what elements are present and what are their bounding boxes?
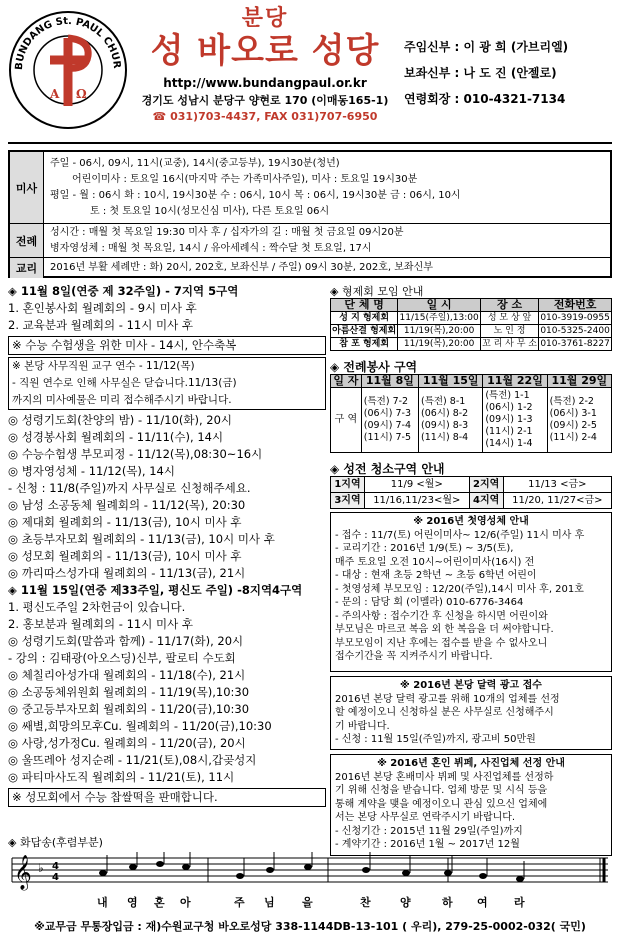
announcement-line: ◎ 파티마사도직 월례회의 - 11/21(토), 11시 xyxy=(8,770,235,784)
announcement-line: 2. 교육분과 월례회의 - 11시 미사 후 xyxy=(8,318,193,332)
service-cell: (특전) 2-2 (06시) 3-1 (09시) 2-5 (11시) 2-4 xyxy=(547,388,611,453)
notice-line: 서는 본당 사무실로 연락주시기 바랍니다. xyxy=(335,812,516,823)
lyric-syllable: 혼 xyxy=(154,896,165,909)
clean-cell: 3지역 xyxy=(331,493,365,509)
clean-table xyxy=(330,476,612,509)
groups-cell: 11/15(주일),13:00 xyxy=(399,313,479,323)
table-row xyxy=(331,312,612,325)
announcement-line: ◎ 중고등부자모회 월례회의 - 11/20(금),10:30 xyxy=(8,702,250,716)
sacrament-line: 병자영성체 : 매월 첫 목요일, 14시 / 유아세례식 : 짝수달 첫 토요일, 17시 xyxy=(50,243,372,254)
groups-header: 일 시 xyxy=(398,299,481,312)
groups-header: 장 소 xyxy=(480,299,538,312)
parish-tel: ☎ 031)703-4437, FAX 031)707-6950 xyxy=(152,110,378,123)
notice-line: - 계약기간 : 2016년 1월 ~ 2017년 12월 xyxy=(335,839,520,850)
announcement-line: ◎ 성령기도회(말씀과 함께) - 11/17(화), 20시 xyxy=(8,634,244,648)
lyric-syllable: 아 xyxy=(180,896,191,909)
donation-footer: ※교무금 무통장입금 : 재)수원교구청 바오로성당 338-1144DB-13-101 ( 우리), 279-25-0002-032( 국민) xyxy=(34,920,586,933)
announcement-line: ※ 수능 수험생을 위한 미사 - 14시, 안수축복 xyxy=(12,338,237,352)
service-cell: (특전) 1-1 (06시) 1-2 (09시) 1-3 (11시) 2-1 (14시) 1-4 xyxy=(483,388,547,453)
groups-header: 전화번호 xyxy=(539,299,612,312)
svg-text:A: A xyxy=(50,87,60,101)
notice-line: 2016년 본당 달력 광고를 위해 10개의 업체를 선정 xyxy=(335,693,560,705)
groups-cell: 아름산결 형제회 xyxy=(332,326,397,336)
announcement-line: - 신청 : 11/8(주일)까지 사무실로 신청해주세요. xyxy=(8,481,251,495)
groups-cell: 노 인 정 xyxy=(480,325,538,338)
announcement-line: ◎ 소공동체위원회 월례회의 - 11/19(목),10:30 xyxy=(8,685,250,699)
parish-address: 경기도 성남시 분당구 양현로 170 (이매동165-1) xyxy=(141,94,389,107)
groups-cell: 11/19(목),20:00 xyxy=(398,325,481,338)
parish-header xyxy=(130,6,400,138)
notice-line: 매주 토요일 오전 10시~어린이미사(16시) 전 xyxy=(335,556,535,568)
clean-cell: 2지역 xyxy=(469,477,503,493)
left-announcements xyxy=(8,283,326,809)
calendar-ad-notice xyxy=(330,676,612,750)
groups-cell: 11/19(목),20:00 xyxy=(398,338,481,351)
announcement-line: 1. 혼인봉사회 월례회의 - 9시 미사 후 xyxy=(8,301,197,315)
announcement-box xyxy=(8,357,326,410)
notice-line: ※ 2016년 첫영성체 안내 xyxy=(413,516,529,527)
notice-line: - 신청 : 11월 15일(주일)까지, 광고비 50만원 xyxy=(335,734,536,745)
announcement-line: ◎ 울뜨레아 성지순례 - 11/21(토),08시,갑곶성지 xyxy=(8,753,257,767)
mass-line: 토 : 첫 토요일 10시(성모신심 미사), 다른 토요일 06시 xyxy=(90,206,330,217)
announcement-line: ◎ 초등부자모회 월례회의 - 11/13(금), 10시 미사 후 xyxy=(8,532,275,546)
parish-url[interactable]: http://www.bundangpaul.or.kr xyxy=(163,76,367,90)
class-row xyxy=(10,258,610,278)
clean-cell: 4지역 xyxy=(469,493,503,509)
announcement-line: ◎ 병자영성체 - 11/12(목), 14시 xyxy=(8,464,175,478)
groups-header: 단 체 명 xyxy=(331,299,398,312)
announcement-line: - 직원 연수로 인해 사무실은 닫습니다.11/13(금) xyxy=(12,377,237,389)
staff-funeral: 연령회장 : 010-4321-7134 xyxy=(404,92,566,106)
service-label: 구 역 xyxy=(331,388,362,453)
announcement-line: 1. 평신도주일 2차헌금이 있습니다. xyxy=(8,600,186,614)
notice-line: ※ 2016년 혼인 뷔페, 사진업체 선정 안내 xyxy=(377,758,565,769)
svg-text:Ω: Ω xyxy=(76,87,87,101)
parish-sub: 분당 xyxy=(241,6,289,31)
hymn-score xyxy=(8,852,612,914)
clean-cell: 11/9 <월> xyxy=(364,477,469,493)
lyric-syllable: 양 xyxy=(400,896,411,909)
announcement-box xyxy=(8,788,326,807)
notice-line: 통해 계약을 맺을 예정이오니 관심 있으신 업체에 xyxy=(335,798,548,810)
sacrament-row xyxy=(10,224,610,258)
class-line: 2016년 부활 세례반 : 화) 20시, 202호, 보좌신부 / 주일) 09시 30분, 202호, 보좌신부 xyxy=(50,262,433,273)
groups-cell: 010-3919-0955 xyxy=(540,313,610,323)
announcement-line: ◎ 성모회 월례회의 - 11/13(금), 10시 미사 후 xyxy=(8,549,242,563)
svg-text:𝄞: 𝄞 xyxy=(14,855,32,890)
notice-line: - 대상 : 현재 초등 2학년 ~ 초등 6학년 어린이 xyxy=(335,570,537,581)
lyric-syllable: 님 xyxy=(264,896,275,909)
notice-line: - 신청기간 : 2015년 11월 29일(주일)까지 xyxy=(335,825,523,837)
notice-line: - 주의사항 : 접수기간 후 신청을 하시면 어린이와 xyxy=(335,610,548,622)
service-header: 11월 29일 xyxy=(547,375,611,388)
lyric-syllable: 하 xyxy=(442,896,453,909)
notice-line: 부모모임이 지난 후에는 접수를 받을 수 없사오니 xyxy=(335,637,548,649)
announcement-line: ◎ 성령기도회(찬양의 밤) - 11/10(화), 20시 xyxy=(8,413,233,427)
staff-assistant: 보좌신부 : 나 도 진 (안젤로) xyxy=(404,66,557,80)
service-table xyxy=(330,374,612,453)
notice-line: - 첫영성체 부모모임 : 12/20(주일),14시 미사 후, 201호 xyxy=(335,583,584,595)
notice-line: 기 위해 신청을 받습니다. 업체 방문 및 시식 등을 xyxy=(335,785,548,796)
notice-line: - 접수 : 11/7(토) 어린이미사~ 12/6(주일) 11시 미사 후 xyxy=(335,529,585,541)
groups-cell: 성 지 형제회 xyxy=(331,312,398,325)
notice-line: ※ 2016년 본당 달력 광고 접수 xyxy=(400,680,542,691)
sacrament-label: 전례 xyxy=(10,224,44,257)
clean-cell: 11/20, 11/27<금> xyxy=(503,493,611,509)
notice-line: 할 예정이오니 신청하실 분은 사무실로 신청해주시 xyxy=(335,707,554,718)
parish-name: 성 바오로 성당 xyxy=(150,31,380,71)
announcement-line: ◈ 11월 8일(연중 제 32주일) - 7지역 5구역 xyxy=(8,284,239,298)
announcement-line: ◎ 성경봉사회 월례회의 - 11/11(수), 14시 xyxy=(8,430,224,444)
notice-line: 접수기간을 꼭 지켜주시기 바랍니다. xyxy=(335,651,493,662)
announcement-line: ◎ 수능수험생 부모피정 - 11/12(목),08:30~16시 xyxy=(8,447,263,461)
service-cell: (특전) 7-2 (06시) 7-3 (09시) 7-4 (11시) 7-5 xyxy=(361,388,418,453)
svg-text:4: 4 xyxy=(52,872,59,883)
class-label: 교리 xyxy=(10,258,44,278)
announcement-line: ◎ 쌔별,희망의모후Cu. 월례회의 - 11/20(금),10:30 xyxy=(8,719,272,733)
groups-title: ◈ 형제회 모임 안내 xyxy=(330,285,424,298)
notice-line: 부모님은 마르코 복음 외 한 복음을 더 써야합니다. xyxy=(335,624,554,635)
clean-cell: 11/16,11/23<월> xyxy=(364,493,469,509)
clean-cell: 1지역 xyxy=(331,477,365,493)
announcement-line: ※ 성모회에서 수능 찹쌀떡을 판매합니다. xyxy=(12,790,218,804)
groups-table xyxy=(330,298,612,351)
notice-line: 2016년 본당 혼배미사 뷔페 및 사진업체를 선정하 xyxy=(335,771,554,783)
hymn-lyrics xyxy=(8,894,612,910)
svg-text:4: 4 xyxy=(52,861,59,872)
mass-line: 주일 - 06시, 09시, 11시(교중), 14시(중고등부), 19시30분(청년) xyxy=(50,158,340,169)
clean-title: ◈ 성전 청소구역 안내 xyxy=(330,462,445,476)
announcement-line: ※ 본당 사무직원 교구 연수 - 11/12(목) xyxy=(12,360,195,372)
service-header: 11월 15일 xyxy=(419,375,483,388)
announcement-line: 2. 홍보분과 월례회의 - 11시 미사 후 xyxy=(8,617,193,631)
clean-cell: 11/13 <금> xyxy=(503,477,611,493)
announcement-line: ◎ 사랑,성가정Cu. 월례회의 - 11/20(금), 20시 xyxy=(8,736,246,750)
notice-line: - 문의 : 담당 회 (이멜라) 010-6776-3464 xyxy=(335,597,524,608)
mass-label: 미사 xyxy=(10,152,44,223)
announcement-line: ◎ 제대회 월례회의 - 11/13(금), 10시 미사 후 xyxy=(8,515,242,529)
service-cell: (특전) 8-1 (06시) 8-2 (09시) 8-3 (11시) 8-4 xyxy=(419,388,483,453)
announcement-line: ◈ 11월 15일(연중 제33주일, 평신도 주일) -8지역4구역 xyxy=(8,583,303,597)
church-logo xyxy=(6,8,130,132)
wedding-vendor-notice xyxy=(330,754,612,856)
mass-schedule xyxy=(8,150,612,278)
staff-list xyxy=(404,34,616,112)
lyric-syllable: 여 xyxy=(477,896,488,909)
service-header: 11월 8일 xyxy=(361,375,418,388)
lyric-syllable: 라 xyxy=(514,896,525,909)
groups-cell: 010-5325-2400 xyxy=(540,326,610,336)
lyric-syllable: 찬 xyxy=(360,896,371,909)
notice-line: - 교리기간 : 2016년 1/9(토) ~ 3/5(토), xyxy=(335,543,514,554)
groups-cell: 참 포 형제회 xyxy=(331,338,398,351)
service-title: ◈ 전례봉사 구역 xyxy=(330,360,418,374)
notice-line: 기 바랍니다. xyxy=(335,720,390,732)
announcement-line: ◎ 남성 소공동체 월례회의 - 11/12(목), 20:30 xyxy=(8,498,246,512)
mass-row xyxy=(10,152,610,224)
lyric-syllable: 내 xyxy=(97,896,108,909)
announcement-line: ◎ 까리따스성가대 월례회의 - 11/13(금), 21시 xyxy=(8,566,246,580)
table-row xyxy=(331,338,612,351)
lyric-syllable: 영 xyxy=(127,896,138,909)
announcement-line: 까지의 미사예물은 미리 접수해주시기 바랍니다. xyxy=(12,394,232,406)
first-communion-notice xyxy=(330,512,612,672)
groups-cell: 010-3761-8227 xyxy=(540,339,610,349)
groups-cell: 꼬 리 사 무 소 xyxy=(482,339,537,349)
lyric-syllable: 을 xyxy=(302,896,313,909)
service-header: 일 자 xyxy=(331,375,362,388)
header-divider xyxy=(8,142,612,144)
sacrament-line: 성시간 : 매월 첫 목요일 19:30 미사 후 / 십자가의 길 : 매월 첫 금요일 09시20분 xyxy=(50,227,404,238)
groups-cell: 성 모 상 앞 xyxy=(480,312,538,325)
table-row xyxy=(331,325,612,338)
mass-line: 평일 - 월 : 06시 화 : 10시, 19시30분 수 : 06시, 10시 목 : 06시, 19시30분 금 : 06시, 10시 xyxy=(50,190,461,201)
lyric-syllable: 주 xyxy=(234,896,245,909)
staff-pastor: 주임신부 : 이 광 희 (가브리엘) xyxy=(404,40,569,54)
announcement-box xyxy=(8,336,326,355)
announcement-line: ◎ 체칠리아성가대 월례회의 - 11/18(수), 21시 xyxy=(8,668,246,682)
svg-text:♭: ♭ xyxy=(38,861,44,875)
mass-line: 어린이미사 : 토요일 16시(마지막 주는 가족미사주일), 미사 : 토요일 19시30분 xyxy=(72,174,418,185)
service-header: 11월 22일 xyxy=(483,375,547,388)
hymn-title: ◈ 화답송(후렴부분) xyxy=(8,836,103,849)
announcement-line: - 강의 : 김태광(아오스딩)신부, 팔로티 수도회 xyxy=(8,651,236,665)
logo-ring-text: BUNDANG St. PAUL CHUR xyxy=(13,15,123,71)
